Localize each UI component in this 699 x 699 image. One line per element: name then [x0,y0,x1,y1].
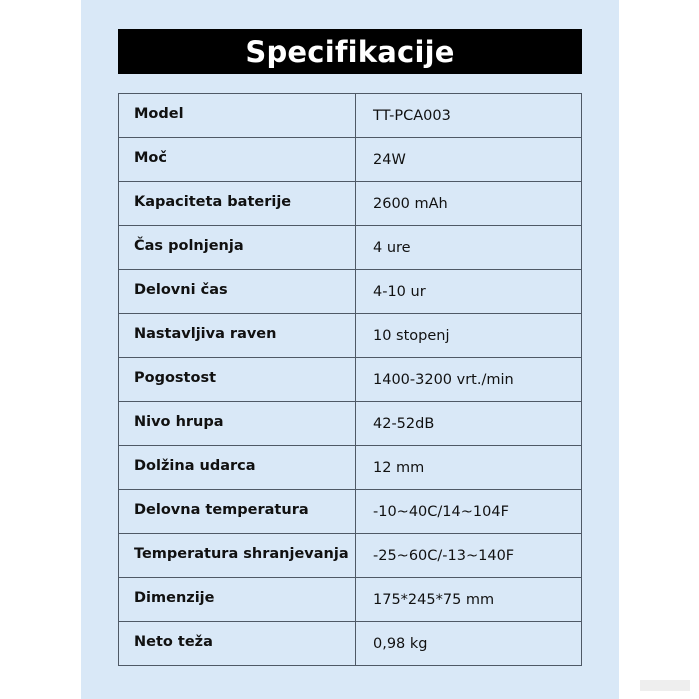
spec-value: 4 ure [356,226,582,270]
table-row [119,534,582,578]
table-row [119,182,582,226]
spec-label: Pogostost [119,356,356,400]
spec-table [118,93,582,666]
spec-label: Kapaciteta baterije [119,180,356,224]
spec-value: 24W [356,138,582,182]
table-row [119,314,582,358]
spec-value: -10~40C/14~104F [356,490,582,534]
spec-label: Neto teža [119,620,356,664]
watermark [640,680,690,691]
table-row [119,270,582,314]
spec-label: Temperatura shranjevanja [119,532,356,576]
spec-label: Moč [119,136,356,180]
table-row [119,622,582,666]
spec-value: 12 mm [356,446,582,490]
spec-value: TT-PCA003 [356,94,582,138]
table-row [119,446,582,490]
spec-label: Delovna temperatura [119,488,356,532]
table-row [119,226,582,270]
spec-label: Model [119,92,356,136]
table-row [119,578,582,622]
spec-label: Dimenzije [119,576,356,620]
table-row [119,94,582,138]
spec-label: Dolžina udarca [119,444,356,488]
table-row [119,490,582,534]
spec-label: Delovni čas [119,268,356,312]
spec-value: 1400-3200 vrt./min [356,358,582,402]
table-row [119,358,582,402]
page-title: Specifikacije [118,29,582,74]
table-row [119,402,582,446]
spec-value: 10 stopenj [356,314,582,358]
spec-value: 2600 mAh [356,182,582,226]
spec-value: 0,98 kg [356,622,582,666]
spec-label: Nivo hrupa [119,400,356,444]
spec-value: 42-52dB [356,402,582,446]
spec-label: Nastavljiva raven [119,312,356,356]
spec-value: 4-10 ur [356,270,582,314]
table-row [119,138,582,182]
spec-label: Čas polnjenja [119,224,356,268]
spec-value: -25~60C/-13~140F [356,534,582,578]
spec-value: 175*245*75 mm [356,578,582,622]
